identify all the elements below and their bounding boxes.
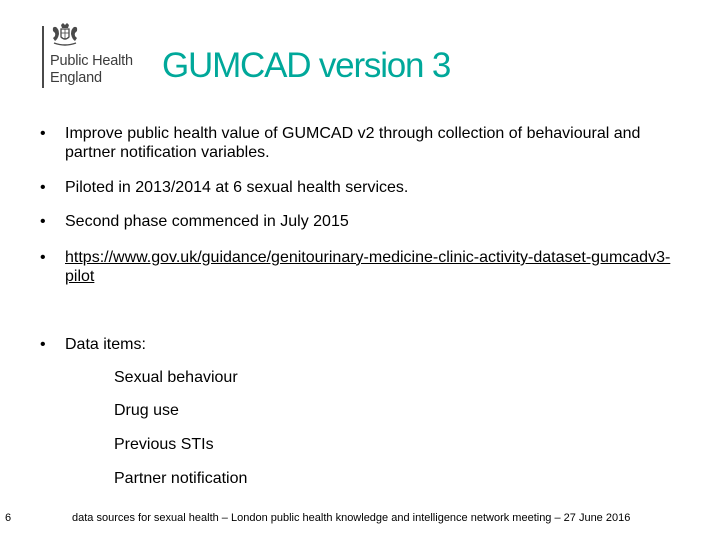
bullet-marker: • — [40, 213, 46, 230]
data-item: Previous STIs — [114, 436, 214, 453]
bullet-item — [40, 178, 680, 197]
bullet-marker: • — [40, 125, 46, 142]
bullet-text: Second phase commenced in July 2015 — [65, 213, 349, 230]
logo-text-line-1: Public Health — [50, 53, 133, 69]
bullet-item — [40, 248, 680, 286]
bullet-text: Piloted in 2013/2014 at 6 sexual health services. — [65, 179, 409, 196]
bullet-marker: • — [40, 179, 46, 196]
bullet-item — [40, 335, 680, 354]
bullet-marker: • — [40, 249, 46, 266]
bullet-marker: • — [40, 336, 46, 353]
slide-title: GUMCAD version 3 — [162, 46, 451, 85]
logo-text-line-2: England — [50, 70, 102, 86]
logo-divider — [42, 26, 44, 88]
bullet-text: Data items: — [65, 336, 146, 353]
phe-logo — [40, 22, 150, 92]
bullet-text: Improve public health value of GUMCAD v2 through collection of behavioural and partner notification variables. — [65, 125, 641, 161]
guidance-link[interactable]: https://www.gov.uk/guidance/genitourinary-medicine-clinic-activity-dataset-gumcadv3-pilot — [65, 249, 671, 285]
footer-text: data sources for sexual health – London public health knowledge and intelligence network meeting – 27 June 2016 — [72, 512, 631, 524]
royal-coat-of-arms-icon — [50, 22, 80, 48]
data-item: Partner notification — [114, 470, 248, 487]
data-item: Sexual behaviour — [114, 369, 238, 386]
bullet-item — [40, 212, 680, 231]
slide-number: 6 — [5, 512, 12, 524]
data-item: Drug use — [114, 402, 179, 419]
bullet-item — [40, 124, 680, 162]
